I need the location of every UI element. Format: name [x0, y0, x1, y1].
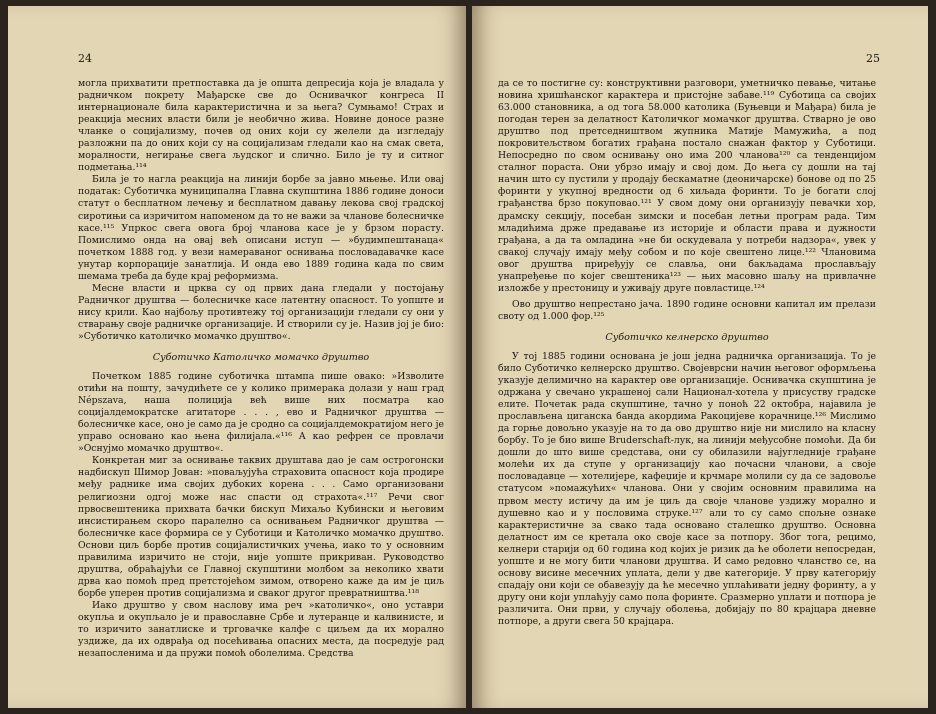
- paragraph: Била је то нагла реакција на линији борбе за јавно мњење. Или овај податак: Суботичка муниципална Главна скупштина 1886 године доноси статут о бесплатном лечењу и бесплатном давању лекова свој градској сиротињи са изричитом напоменом да то не важи за чланове болесничке касе.¹¹⁵ Упркос свега овога број чланова касе је у брзом порасту. Помислимо онда на овај већ описани иступ — »будимпештанаца« почетком 1888 год. у вези намераваног оснивања пословадавачке касе унутар корпорације занатлија. И онда ево 1889 година када по свим шемама треба да буде крај реформизма.: [78, 174, 444, 282]
- paragraph: Почетком 1885 године суботичка штампа пише овако: »Изволите отићи на пошту, зачудићете се у колико примерака долази у наш град Népszava, наша полиција већ више них посматра као социјалдемократске агитаторе . . . , ево и Радничког друштва — болесничке касе, оно је само да је сродно са социјалдемократијом него је управо основано као њена филијала.«¹¹⁶ А као рефрен се провлачи »Оснујмо момачко друштво«.: [78, 371, 444, 455]
- page-number-left: 24: [78, 52, 92, 65]
- right-page: [472, 6, 928, 708]
- paragraph: Конкретан миг за оснивање таквих друштава дао је сам острогонски надбискуп Шимор Јован: »поваљујућа страховита опасност која продире међу раднике има својих дубоких корена . . . Само организовани религиозни одгој може нас спасти од страхота«.¹¹⁷ Речи свог првосвештеника прихвата бачки бискуп Михаљо Кубински и његовим инсистирањем скоро паралелно са оснивањем Радничког друштва — болесничке касе формира се у Суботици и Католичко момачко друштво. Основи циљ борбе против социјалистичких учења, иако то у основним правилима изричито не стоји, није уопште прикриван. Руководство друштва, обраћајући се Главној скупштини молбом за неколико хвати дрва као помоћ пред претстојећом зимом, отворено каже да им је циљ борбе уперен против социјализма и сваког другог превратништва.¹¹⁸: [78, 455, 444, 599]
- paragraph: У тој 1885 години основана је још једна радничка организација. То је било Суботичко келнерско друштво. Својеврсни начин његовог оформљења указује делимично на карактер ове организације. Оснивачка скупштина је одржана у свечано украшеној сали Национал-хотела у присуству градске елите. Почетак рада скупштине, тачно у поноћ 22 октобра, најавила је прослављена циганска банда акордима Ракоцијеве корачнице.¹²⁶ Мислимо да горње довољно указује на то да ово друштво није ни мислило на класну борбу. То је био више Bruderschaft-лук, на линији међусобне помоћи. Да би дошли до што више средстава, они су обилазили најугледније грађане молећи их да ступе у организацију као почасни чланови, а своје пословадавце — хотелијере, кафеџије и крчмаре молили су да се задовоље статусом »помажућих« чланова. Они у својим основним правилима на првом месту истичу да им је циљ да своје чланове уздижу морално и душевно као и у пословима струке.¹²⁷ али то су само спољне ознаке карактеристичне за свако тада основано сталешко друштво. Основна делатност им се кретала око своје касе за потпору. Због тога, рецимо, келнери старији од 60 година код којих је ризик да ће оболети непосредан, уопште и не могу бити чланови друштва. И само редовно чланство се, на основу висине месечних уплата, дели у две категорије. У прву категорију спадају они који се обавезују да ће месечно уплаћивати једну форинту, а у другу они који уплаћују само пола форинте. Сразмерно уплати и потпора је различита. Они први, у случају оболења, добијају по 80 крајцара дневне потпоре, а други свега 50 крајцара.: [498, 350, 876, 627]
- paragraph: Иако друштво у свом наслову има реч »католичко«, оно уставри окупља и окупљало је и православне Србе и лутеранце и калвинисте, и то изричито занатлиске и трговачке калфе с циљем да их морално уздиже, да их одврађа од посећивања опасних места, да посредује рад незапосленима и да пружи помоћ оболелима. Средства: [78, 599, 444, 660]
- paragraph: могла прихватити претпоставка да је општа депресија која је владала у радничком покрету Мађарске све до Оснивачког конгреса II интернационале била карактеристична и за њега? Сумњамо! Страх и реакција месних власти били је необично жива. Новине доносе разне чланке о социјализму, почев од оних који су желели да изгледају разложни па до оних који су на социјализам гледали као на смак света, моралности, негирање свега људског и слично. Било је ту и ситног подметања.¹¹⁴: [78, 78, 444, 174]
- paragraph: Ово друштво непрестано јача. 1890 године основни капитал им прелази своту од 1.000 фор.¹²⁵: [498, 298, 876, 322]
- page-number-right: 25: [866, 52, 880, 65]
- section-heading: Суботичко келнерско друштво: [605, 331, 769, 343]
- paragraph: да се то постигне су: конструктивни разговори, уметничко певање, читање новина хришћанског карактера и пристојне забаве.¹¹⁹ Суботица са својих 63.000 становника, а од тога 58.000 католика (Буњевци и Мађара) била је погодан терен за делатност Католичког момачког друштва. Стварно је ово друштво под претседништвом жупника Матије Мамужића, а под покровитељством богатих грађана постало снажан фактор у Суботици. Непосредно по свом оснивању оно има 200 чланова¹²⁰ са тенденцијом сталног пораста. Они убрзо имају и свој дом. До њега су дошли на тај начин што су пустили у продају бескаматне (деоничарске) бонове од по 25 форинти у укупној вредности од 6 хиљада форинти. То је богати слој грађанства брзо покуповао.¹²¹ У свом дому они организују певачки хор, драмску секцију, посебан зимски и посебан летњи програм рада. Тим младићима држе предавање из историје и области права и дужности грађана, а да та омладина »не би оскудевала у потреби надзора«, увек у свакој случају имају међу собом и по које свештено лице.¹²² Члановима овог друштва приређују се славља, они бакљадама прослављају унапређење по којег свештеника¹²³ — њих масовно шаљу на привлачне изложбе у престоницу и уживају друге повластице.¹²⁴: [498, 78, 876, 294]
- left-page: [8, 6, 466, 708]
- paragraph: Месне власти и црква су од првих дана гледали у постојању Радничког друштва — болесничке касе латентну опасност. То уопште и нису крили. Као најбољу противтежу тој организацији гледали су они у стварању своје радничке организације. И створили су је. Назив јој је био: »Суботичко католичко момачко друштво«.: [78, 282, 444, 342]
- left-page-text: [78, 78, 444, 660]
- right-page-text: [498, 78, 876, 628]
- section-heading: Суботичко Католичко момачко друштво: [152, 352, 370, 364]
